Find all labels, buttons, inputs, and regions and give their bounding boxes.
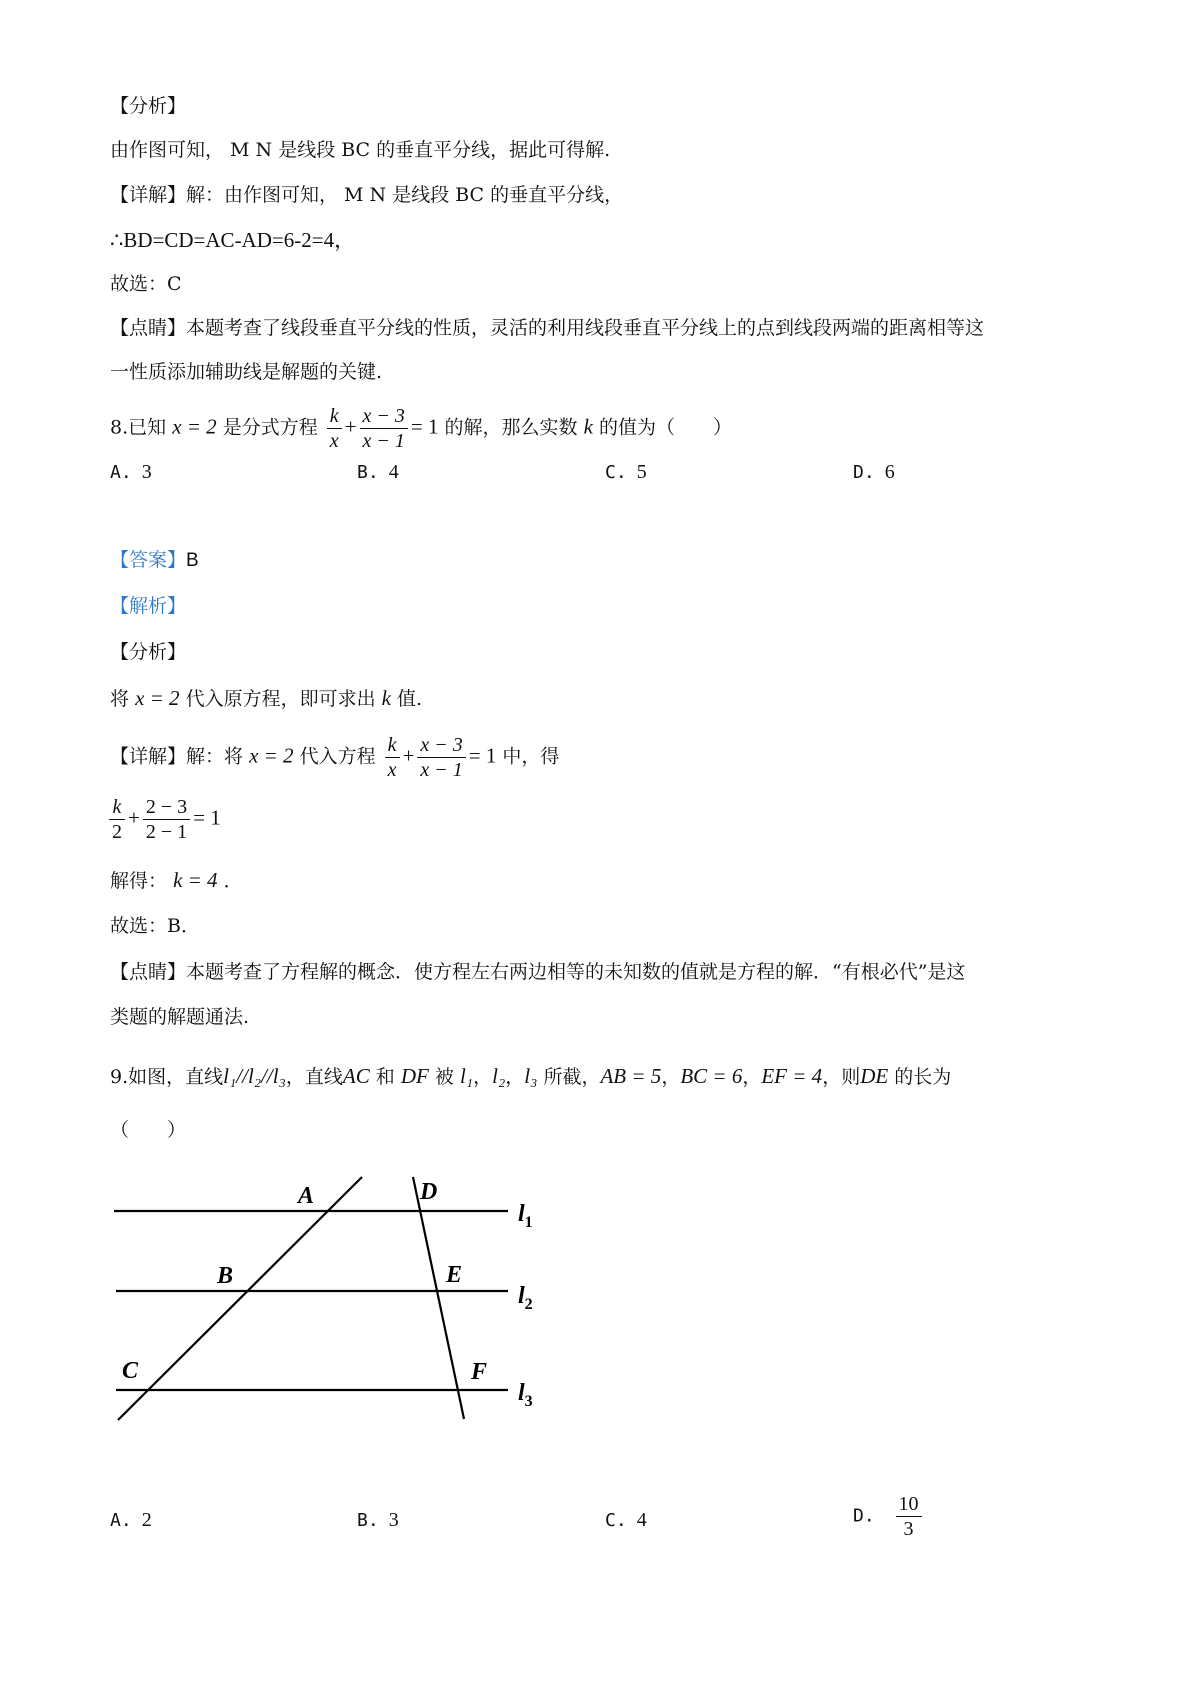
label-d: D (420, 1179, 438, 1205)
q7-detail-text: 【详解】解：由作图可知， M N 是线段 BC 的垂直平分线， (110, 184, 624, 206)
q8-sub-frac1: $\frac{k}{2}$ (109, 795, 125, 844)
q7-calc: ∴BD=CD=AC-AD=6-2=4， (110, 228, 356, 252)
q8-tail: 的解，那么实数 (444, 416, 578, 439)
q8-choose: 故选：B． (110, 915, 200, 937)
q9-option-c[interactable]: C. 4 (605, 1509, 647, 1531)
q7-choose: 故选：C (110, 273, 182, 295)
q8-eq1: = 1 (410, 414, 439, 439)
label-l3: $l_3$ (518, 1380, 533, 1410)
q9-parallel: l₁//l₂//l₃ (223, 1064, 286, 1088)
q8-substitution: $\frac{k}{2}$ + $\frac{2 - 3}{2 - 1}$ = 1 (106, 795, 221, 844)
q9-option-d-fraction: $\frac{10}{3}$ (896, 1492, 922, 1541)
q9-option-a[interactable]: A. 2 (110, 1509, 152, 1531)
q8-option-d[interactable]: D. 6 (853, 461, 895, 483)
q8-detail: 【详解】解：将 x = 2 代入方程 $\frac{k}{x}$ + $\frac{x - 3}{x - 1}$ = 1 中，得 (110, 734, 560, 781)
label-b: B (217, 1263, 234, 1289)
q8-frac-x3-over-x1: $\frac{x - 3}{x - 1}$ (360, 404, 408, 453)
parallel-lines-figure (100, 1165, 560, 1435)
q8-comment-line2: 类题的解题通法. (110, 1006, 250, 1028)
q8-answer (110, 546, 199, 575)
q8-analysis-text: 将 x = 2 代入原方程，即可求出 k 值. (110, 686, 423, 710)
q8-analysis-label: 【分析】 (110, 641, 187, 663)
q8-sub-frac2: $\frac{2 - 3}{2 - 1}$ (143, 795, 190, 844)
label-a: A (298, 1183, 315, 1209)
q8-option-b[interactable]: B. 4 (357, 461, 399, 483)
q8-option-a[interactable]: A. 3 (110, 461, 152, 483)
q8-mid: 是分式方程 (222, 416, 318, 439)
q8-frac-k-over-x: $\frac{k}{x}$ (327, 404, 342, 453)
q7-comment-line2: 一性质添加辅助线是解题的关键. (110, 361, 383, 383)
label-e: E (446, 1262, 463, 1288)
q8-k: k (583, 414, 593, 439)
q9-option-d[interactable]: D. $\frac{10}{3}$ (853, 1492, 925, 1541)
q8-detail-frac1: $\frac{k}{x}$ (385, 733, 400, 782)
q8-plus: + (344, 414, 357, 439)
label-l2: $l_2$ (518, 1283, 533, 1313)
label-f: F (471, 1359, 488, 1385)
q8-comment-line1: 【点睛】本题考查了方程解的概念．使方程左右两边相等的未知数的值就是方程的解．“有根必代”是这 (110, 961, 966, 983)
q8-detail-frac2: $\frac{x - 3}{x - 1}$ (417, 733, 465, 782)
q9-paren: （ ） (110, 1119, 187, 1141)
q8-answer-value: B (186, 550, 199, 571)
q8-stem (110, 404, 732, 453)
q7-comment-line1: 【点睛】本题考查了线段垂直平分线的性质，灵活的利用线段垂直平分线上的点到线段两端的距离相等这 (110, 317, 985, 339)
q9-stem: 9.如图，直线l₁//l₂//l₃，直线AC 和 DF 被 l₁，l₂，l₃ 所截，AB = 5，BC = 6，EF = 4，则DE 的长为 (110, 1064, 952, 1088)
q8-given-eq: x = 2 (172, 414, 217, 439)
q8-answer-label: 【答案】 (110, 549, 187, 571)
q7-analysis-label: 【分析】 (110, 95, 187, 117)
line-df (413, 1177, 464, 1419)
q8-prefix: 8.已知 (110, 416, 167, 439)
line-ac (118, 1177, 362, 1420)
q9-option-b[interactable]: B. 3 (357, 1509, 399, 1531)
q8-solve: 解得： k = 4 ． (110, 868, 243, 892)
q8-tail2: 的值为（ ） (598, 416, 732, 439)
label-c: C (122, 1358, 139, 1384)
q7-analysis-text: 由作图可知， M N 是线段 BC 的垂直平分线，据此可得解. (110, 139, 611, 161)
q8-option-c[interactable]: C. 5 (605, 461, 647, 483)
label-l1: $l_1$ (518, 1201, 533, 1231)
q8-jiexi-label: 【解析】 (110, 595, 187, 617)
